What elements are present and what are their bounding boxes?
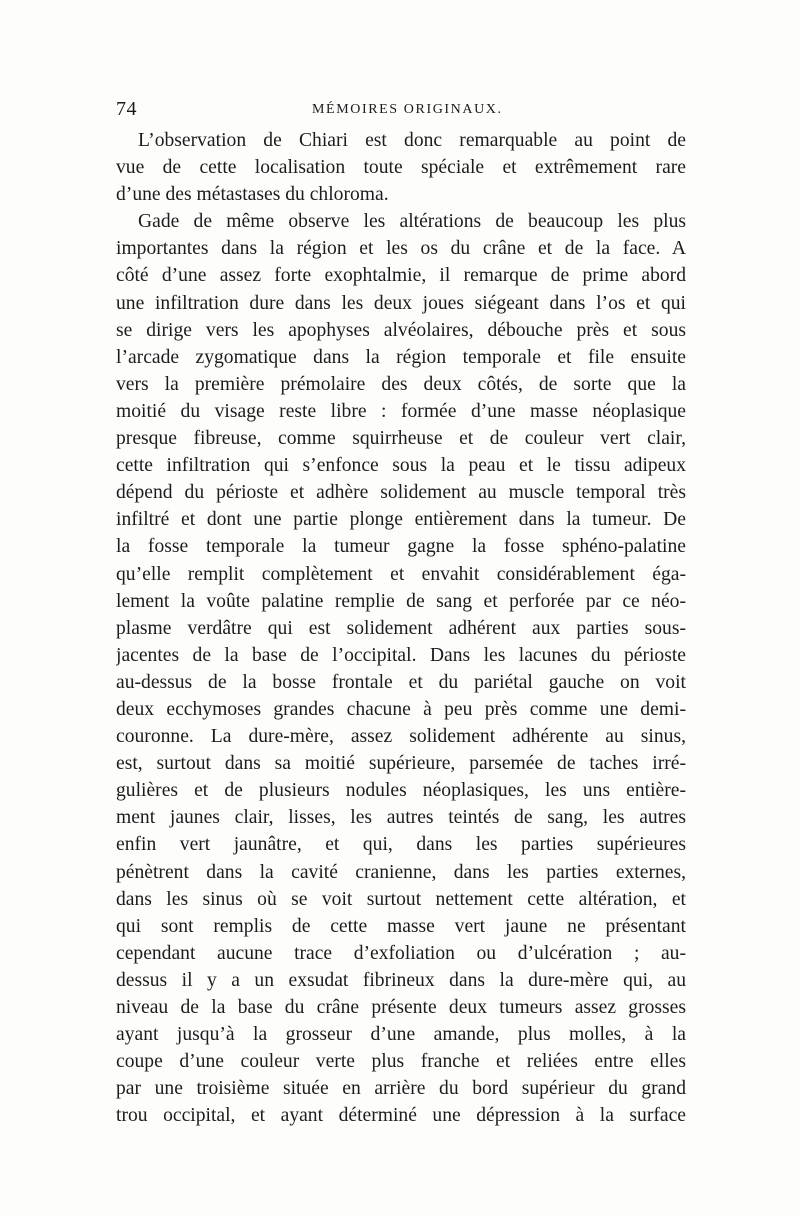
text-line: jacentes de la base de l’occipital. Dans les lacunes du périoste [116, 644, 686, 666]
text-line: lement la voûte palatine remplie de sang et perforée par ce néo- [116, 590, 686, 612]
text-line: dessus il y a un exsudat fibrineux dans la dure-mère qui, au [116, 969, 686, 991]
text-line: ayant jusqu’à la grosseur d’une amande, plus molles, à la [116, 1024, 686, 1046]
text-line: l’arcade zygomatique dans la région temporale et file ensuite [116, 346, 686, 368]
page-number: 74 [116, 98, 137, 120]
text-line: dépend du périoste et adhère solidement au muscle temporal très [116, 482, 686, 504]
text-line: au-dessus de la bosse frontale et du pariétal gauche on voit [116, 671, 686, 693]
text-line: importantes dans la région et les os du crâne et de la face. A [116, 238, 686, 260]
text-line: couronne. La dure-mère, assez solidement adhérente au sinus, [116, 726, 686, 748]
text-line: par une troisième située en arrière du bord supérieur du grand [116, 1078, 686, 1100]
text-line: ment jaunes clair, lisses, les autres teintés de sang, les autres [116, 807, 686, 829]
text-line: dans les sinus où se voit surtout nettement cette altération, et [116, 888, 686, 910]
text-line: coupe d’une couleur verte plus franche et reliées entre elles [116, 1051, 686, 1073]
text-line: vers la première prémolaire des deux côtés, de sorte que la [116, 373, 686, 395]
text-line: infiltré et dont une partie plonge entièrement dans la tumeur. De [116, 509, 686, 531]
text-line: une infiltration dure dans les deux joues siégeant dans l’os et qui [116, 292, 686, 314]
text-line: d’une des métastases du chloroma. [116, 184, 389, 206]
text-line: côté d’une assez forte exophtalmie, il remarque de prime abord [116, 265, 686, 287]
body-text [116, 127, 686, 1129]
text-line: cependant aucune trace d’exfoliation ou d’ulcération ; au- [116, 942, 686, 964]
text-line: est, surtout dans sa moitié supérieure, parsemée de taches irré- [116, 753, 686, 775]
text-line: presque fibreuse, comme squirrheuse et de couleur vert clair, [116, 428, 686, 450]
text-line: Gade de même observe les altérations de beaucoup les plus [138, 211, 686, 233]
running-title: MÉMOIRES ORIGINAUX. [312, 102, 503, 117]
text-line: qui sont remplis de cette masse vert jaune ne présentant [116, 915, 686, 937]
text-line: plasme verdâtre qui est solidement adhérent aux parties sous- [116, 617, 686, 639]
running-head [116, 98, 698, 120]
text-line: moitié du visage reste libre : formée d’une masse néoplasique [116, 400, 686, 422]
text-line: enfin vert jaunâtre, et qui, dans les parties supérieures [116, 834, 686, 856]
text-line: cette infiltration qui s’enfonce sous la peau et le tissu adipeux [116, 455, 686, 477]
text-line: la fosse temporale la tumeur gagne la fosse sphéno-palatine [116, 536, 686, 558]
text-line: L’observation de Chiari est donc remarquable au point de [138, 130, 686, 151]
text-line: niveau de la base du crâne présente deux tumeurs assez grosses [116, 997, 686, 1018]
text-line: trou occipital, et ayant déterminé une dépression à la surface [116, 1105, 686, 1127]
text-line: deux ecchymoses grandes chacune à peu près comme une demi- [116, 698, 686, 720]
text-line: gulières et de plusieurs nodules néoplasiques, les uns entière- [116, 780, 686, 802]
text-line: se dirige vers les apophyses alvéolaires, débouche près et sous [116, 319, 686, 341]
text-line: qu’elle remplit complètement et envahit considérablement éga- [116, 563, 686, 585]
text-line: vue de cette localisation toute spéciale et extrêmement rare [116, 157, 686, 179]
text-line: pénètrent dans la cavité cranienne, dans les parties externes, [116, 861, 686, 883]
